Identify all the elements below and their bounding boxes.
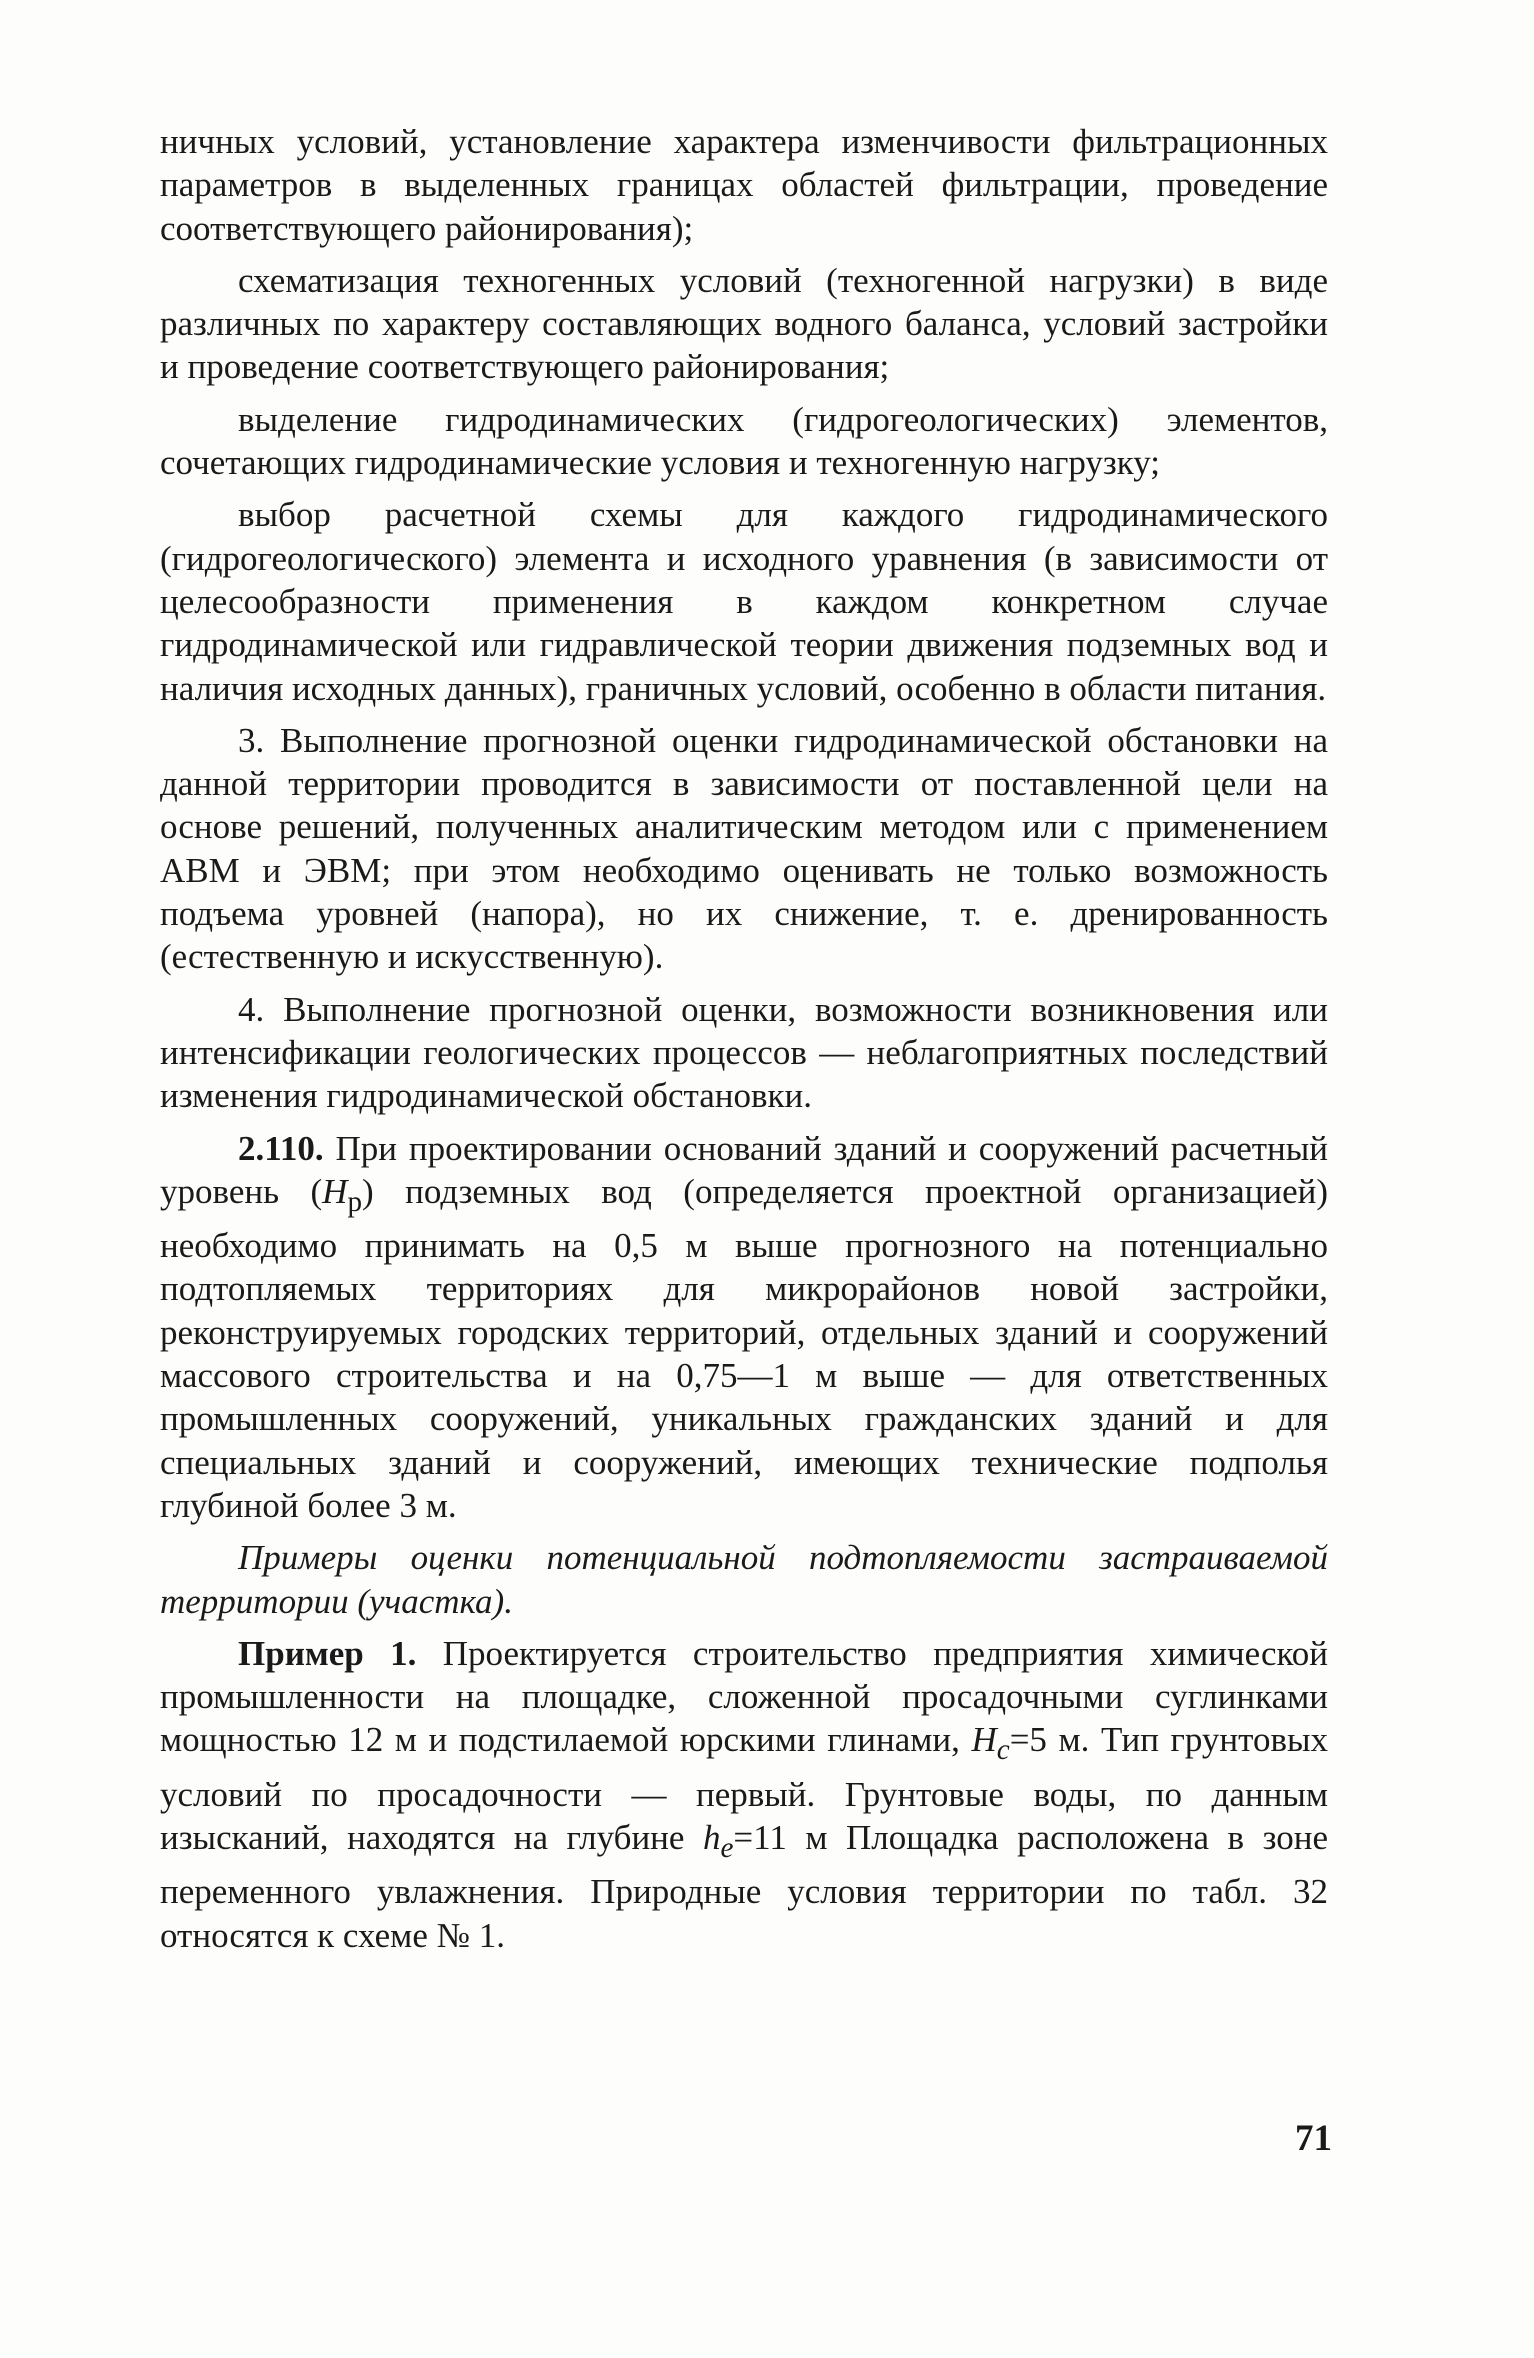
clause-text-before: При проектировании оснований зданий и сооружений расчетный уровень ( xyxy=(160,1128,1328,1211)
clause-number: 2.110. xyxy=(238,1128,324,1168)
clause-2-110 xyxy=(160,1127,1328,1528)
example-value-1: =5 м. xyxy=(1009,1720,1090,1760)
clause-text-after: ) подземных вод (определяется проектной организацией) необходимо принимать на 0,5 м выше прогнозного на потенциально подтопляемых территориях для микрорайонов новой застройки, реконструируемых городских территорий, отдельных зданий и сооружений массового строительства и на 0,75—1 м выше — для ответственных промышленных сооружений, уникальных гражданских зданий и для специальных зданий и сооружений, имеющих технические подполья глубиной более 3 м. xyxy=(160,1171,1329,1525)
symbol-he: h xyxy=(702,1817,721,1857)
example-text-1: Проектируется строительство предприятия химической промышленности на площадке, сложенной просадочными суглинками мощностью 12 м и подстилаемой юрскими глинами, xyxy=(160,1633,1329,1760)
symbol-h-subscript: р xyxy=(347,1185,363,1218)
symbol-hc-subscript: с xyxy=(996,1734,1010,1767)
symbol-hc: H xyxy=(971,1720,997,1760)
paragraph-design-scheme: выбор расчетной схемы для каждого гидродинамического (гидрогеологического) элемента и исходного уравнения (в зависимости от целесообразности применения в каждом конкретном случае гидродинамической или гидравлической теории движения подземных вод и наличия исходных данных), граничных условий, особенно в области питания. xyxy=(160,495,1328,708)
example-1 xyxy=(160,1632,1328,1957)
example-value-2: =11 м xyxy=(733,1817,828,1857)
paragraph-item-4: 4. Выполнение прогнозной оценки, возможности возникновения или интенсификации геологических процессов — неблагоприятных последствий изменения гидродинамической обстановки. xyxy=(160,989,1328,1116)
paragraph-continuation: ничных условий, установление характера изменчивости фильтрационных параметров в выделенных границах областей фильтрации, проведение соответствующего районирования); xyxy=(160,122,1328,248)
paragraph-item-3: 3. Выполнение прогнозной оценки гидродинамической обстановки на данной территории проводится в зависимости от поставленной цели на основе решений, полученных аналитическим методом или с применением АВМ и ЭВМ; при этом необходимо оценивать не только возможность подъема уровней (напора), но их снижение, т. е. дренированность (естественную и искусственную). xyxy=(160,720,1328,977)
paragraph-elements: выделение гидродинамических (гидрогеологических) элементов, сочетающих гидродинамические условия и техногенную нагрузку; xyxy=(160,399,1328,483)
page-number: 71 xyxy=(1295,2118,1332,2159)
example-text-3: Площадка расположена в зоне переменного увлажнения. Природные условия территории по табл. 32 относятся к схеме № 1. xyxy=(160,1817,1328,1955)
example-label: Пример 1. xyxy=(238,1633,417,1673)
symbol-h: H xyxy=(322,1171,348,1211)
paragraph-schematization: схематизация техногенных условий (техногенной нагрузки) в виде различных по характеру составляющих водного баланса, условий застройки и проведение соответствующего районирования; xyxy=(160,260,1328,387)
symbol-he-subscript: е xyxy=(720,1831,734,1864)
example-text-2: Тип грунтовых условий по просадочности — первый. Грунтовые воды, по данным изысканий, находятся на глубине xyxy=(160,1720,1328,1857)
body-text xyxy=(160,120,1328,1957)
examples-heading: Примеры оценки потенциальной подтопляемости застраиваемой территории (участка). xyxy=(160,1538,1328,1621)
